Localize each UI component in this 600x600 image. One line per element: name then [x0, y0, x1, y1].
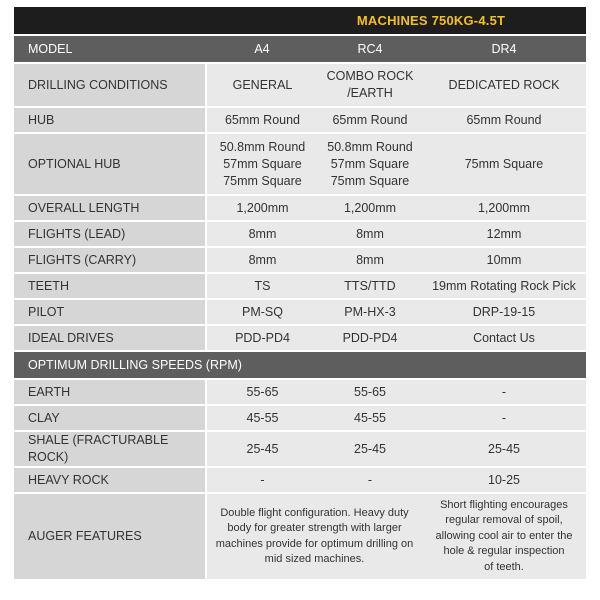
row-label: TEETH: [14, 273, 206, 299]
feature-line: regular removal of spoil,: [445, 514, 563, 527]
cell-rc4: [318, 63, 422, 107]
cell-rc4: -: [318, 467, 422, 493]
cell-a4: 55-65: [206, 379, 318, 405]
cell-line: 57mm Square: [223, 156, 302, 171]
row-label: OVERALL LENGTH: [14, 195, 206, 221]
cell-rc4: 55-65: [318, 379, 422, 405]
cell-line: 57mm Square: [330, 156, 410, 171]
cell-rc4: 8mm: [318, 247, 422, 273]
row-label: HUB: [14, 107, 206, 133]
cell-dr4: -: [422, 379, 586, 405]
cell-a4: 8mm: [206, 221, 318, 247]
row-label: HEAVY ROCK: [14, 467, 206, 493]
table-row: [14, 221, 586, 247]
cell-dr4: Contact Us: [422, 325, 586, 351]
cell-line: 75mm Square: [223, 173, 302, 188]
cell-dr4: 1,200mm: [422, 195, 586, 221]
table-row: [14, 195, 586, 221]
table-title: MACHINES 750KG-4.5T: [356, 13, 506, 28]
cell-line: 75mm Square: [330, 173, 410, 188]
header-rc4: RC4: [318, 35, 422, 63]
row-label: SHALE (FRACTURABLE ROCK): [14, 431, 206, 467]
cell-line: /EARTH: [347, 86, 393, 100]
cell-dr4: 10-25: [422, 467, 586, 493]
table-row: [14, 299, 586, 325]
table-row: [14, 107, 586, 133]
cell-a4: 45-55: [206, 405, 318, 431]
cell-dr4: DRP-19-15: [422, 299, 586, 325]
cell-line: COMBO ROCK: [326, 69, 414, 83]
row-label: DRILLING CONDITIONS: [14, 63, 206, 107]
spec-table: [14, 34, 586, 579]
section-header-row: [14, 351, 586, 379]
table-row: [14, 133, 586, 195]
cell-dr4: -: [422, 405, 586, 431]
table-row: [14, 247, 586, 273]
row-label: AUGER FEATURES: [14, 493, 206, 579]
cell-rc4: PDD-PD4: [318, 325, 422, 351]
header-model: MODEL: [14, 35, 206, 63]
cell-dr4: DEDICATED ROCK: [422, 63, 586, 107]
features-a4-rc4: [206, 493, 422, 579]
cell-dr4: 65mm Round: [422, 107, 586, 133]
feature-line: body for greater strength with larger: [227, 522, 402, 534]
cell-dr4: 10mm: [422, 247, 586, 273]
cell-dr4: 19mm Rotating Rock Pick: [422, 273, 586, 299]
feature-line: of teeth.: [484, 560, 524, 573]
cell-rc4: 1,200mm: [318, 195, 422, 221]
row-label: PILOT: [14, 299, 206, 325]
feature-line: mid sized machines.: [264, 553, 365, 565]
cell-a4: PM-SQ: [206, 299, 318, 325]
row-label: CLAY: [14, 405, 206, 431]
feature-line: hole & regular inspection: [443, 545, 565, 558]
row-label: OPTIONAL HUB: [14, 133, 206, 195]
row-label: IDEAL DRIVES: [14, 325, 206, 351]
cell-rc4: 25-45: [318, 431, 422, 467]
table-row: [14, 493, 586, 579]
header-a4: A4: [206, 35, 318, 63]
cell-rc4: 8mm: [318, 221, 422, 247]
cell-rc4: PM-HX-3: [318, 299, 422, 325]
row-label: FLIGHTS (CARRY): [14, 247, 206, 273]
cell-a4: 8mm: [206, 247, 318, 273]
table-row: [14, 431, 586, 467]
cell-rc4: 45-55: [318, 405, 422, 431]
cell-dr4: 75mm Square: [422, 133, 586, 195]
features-dr4: [422, 493, 586, 579]
cell-line: 50.8mm Round: [327, 139, 413, 154]
spec-sheet: [14, 7, 586, 579]
table-row: [14, 325, 586, 351]
row-label: FLIGHTS (LEAD): [14, 221, 206, 247]
cell-a4: TS: [206, 273, 318, 299]
table-row: [14, 379, 586, 405]
title-bar: [14, 7, 586, 34]
cell-a4: GENERAL: [206, 63, 318, 107]
cell-line: 50.8mm Round: [219, 139, 306, 154]
cell-a4: [206, 133, 318, 195]
cell-a4: -: [206, 467, 318, 493]
cell-a4: 65mm Round: [206, 107, 318, 133]
row-label: EARTH: [14, 379, 206, 405]
cell-rc4: TTS/TTD: [318, 273, 422, 299]
cell-a4: PDD-PD4: [206, 325, 318, 351]
section-title: OPTIMUM DRILLING SPEEDS (RPM): [14, 351, 586, 379]
feature-line: allowing cool air to enter the: [435, 529, 573, 542]
feature-line: Double flight configuration. Heavy duty: [220, 506, 409, 519]
table-row: [14, 467, 586, 493]
cell-rc4: [318, 133, 422, 195]
feature-line: machines provide for optimum drilling on: [215, 537, 414, 550]
cell-a4: 1,200mm: [206, 195, 318, 221]
header-row: [14, 35, 586, 63]
cell-a4: 25-45: [206, 431, 318, 467]
feature-line: Short flighting encourages: [440, 498, 568, 511]
header-dr4: DR4: [422, 35, 586, 63]
table-row: [14, 273, 586, 299]
table-row: [14, 405, 586, 431]
cell-dr4: 25-45: [422, 431, 586, 467]
table-row: [14, 63, 586, 107]
cell-rc4: 65mm Round: [318, 107, 422, 133]
cell-dr4: 12mm: [422, 221, 586, 247]
